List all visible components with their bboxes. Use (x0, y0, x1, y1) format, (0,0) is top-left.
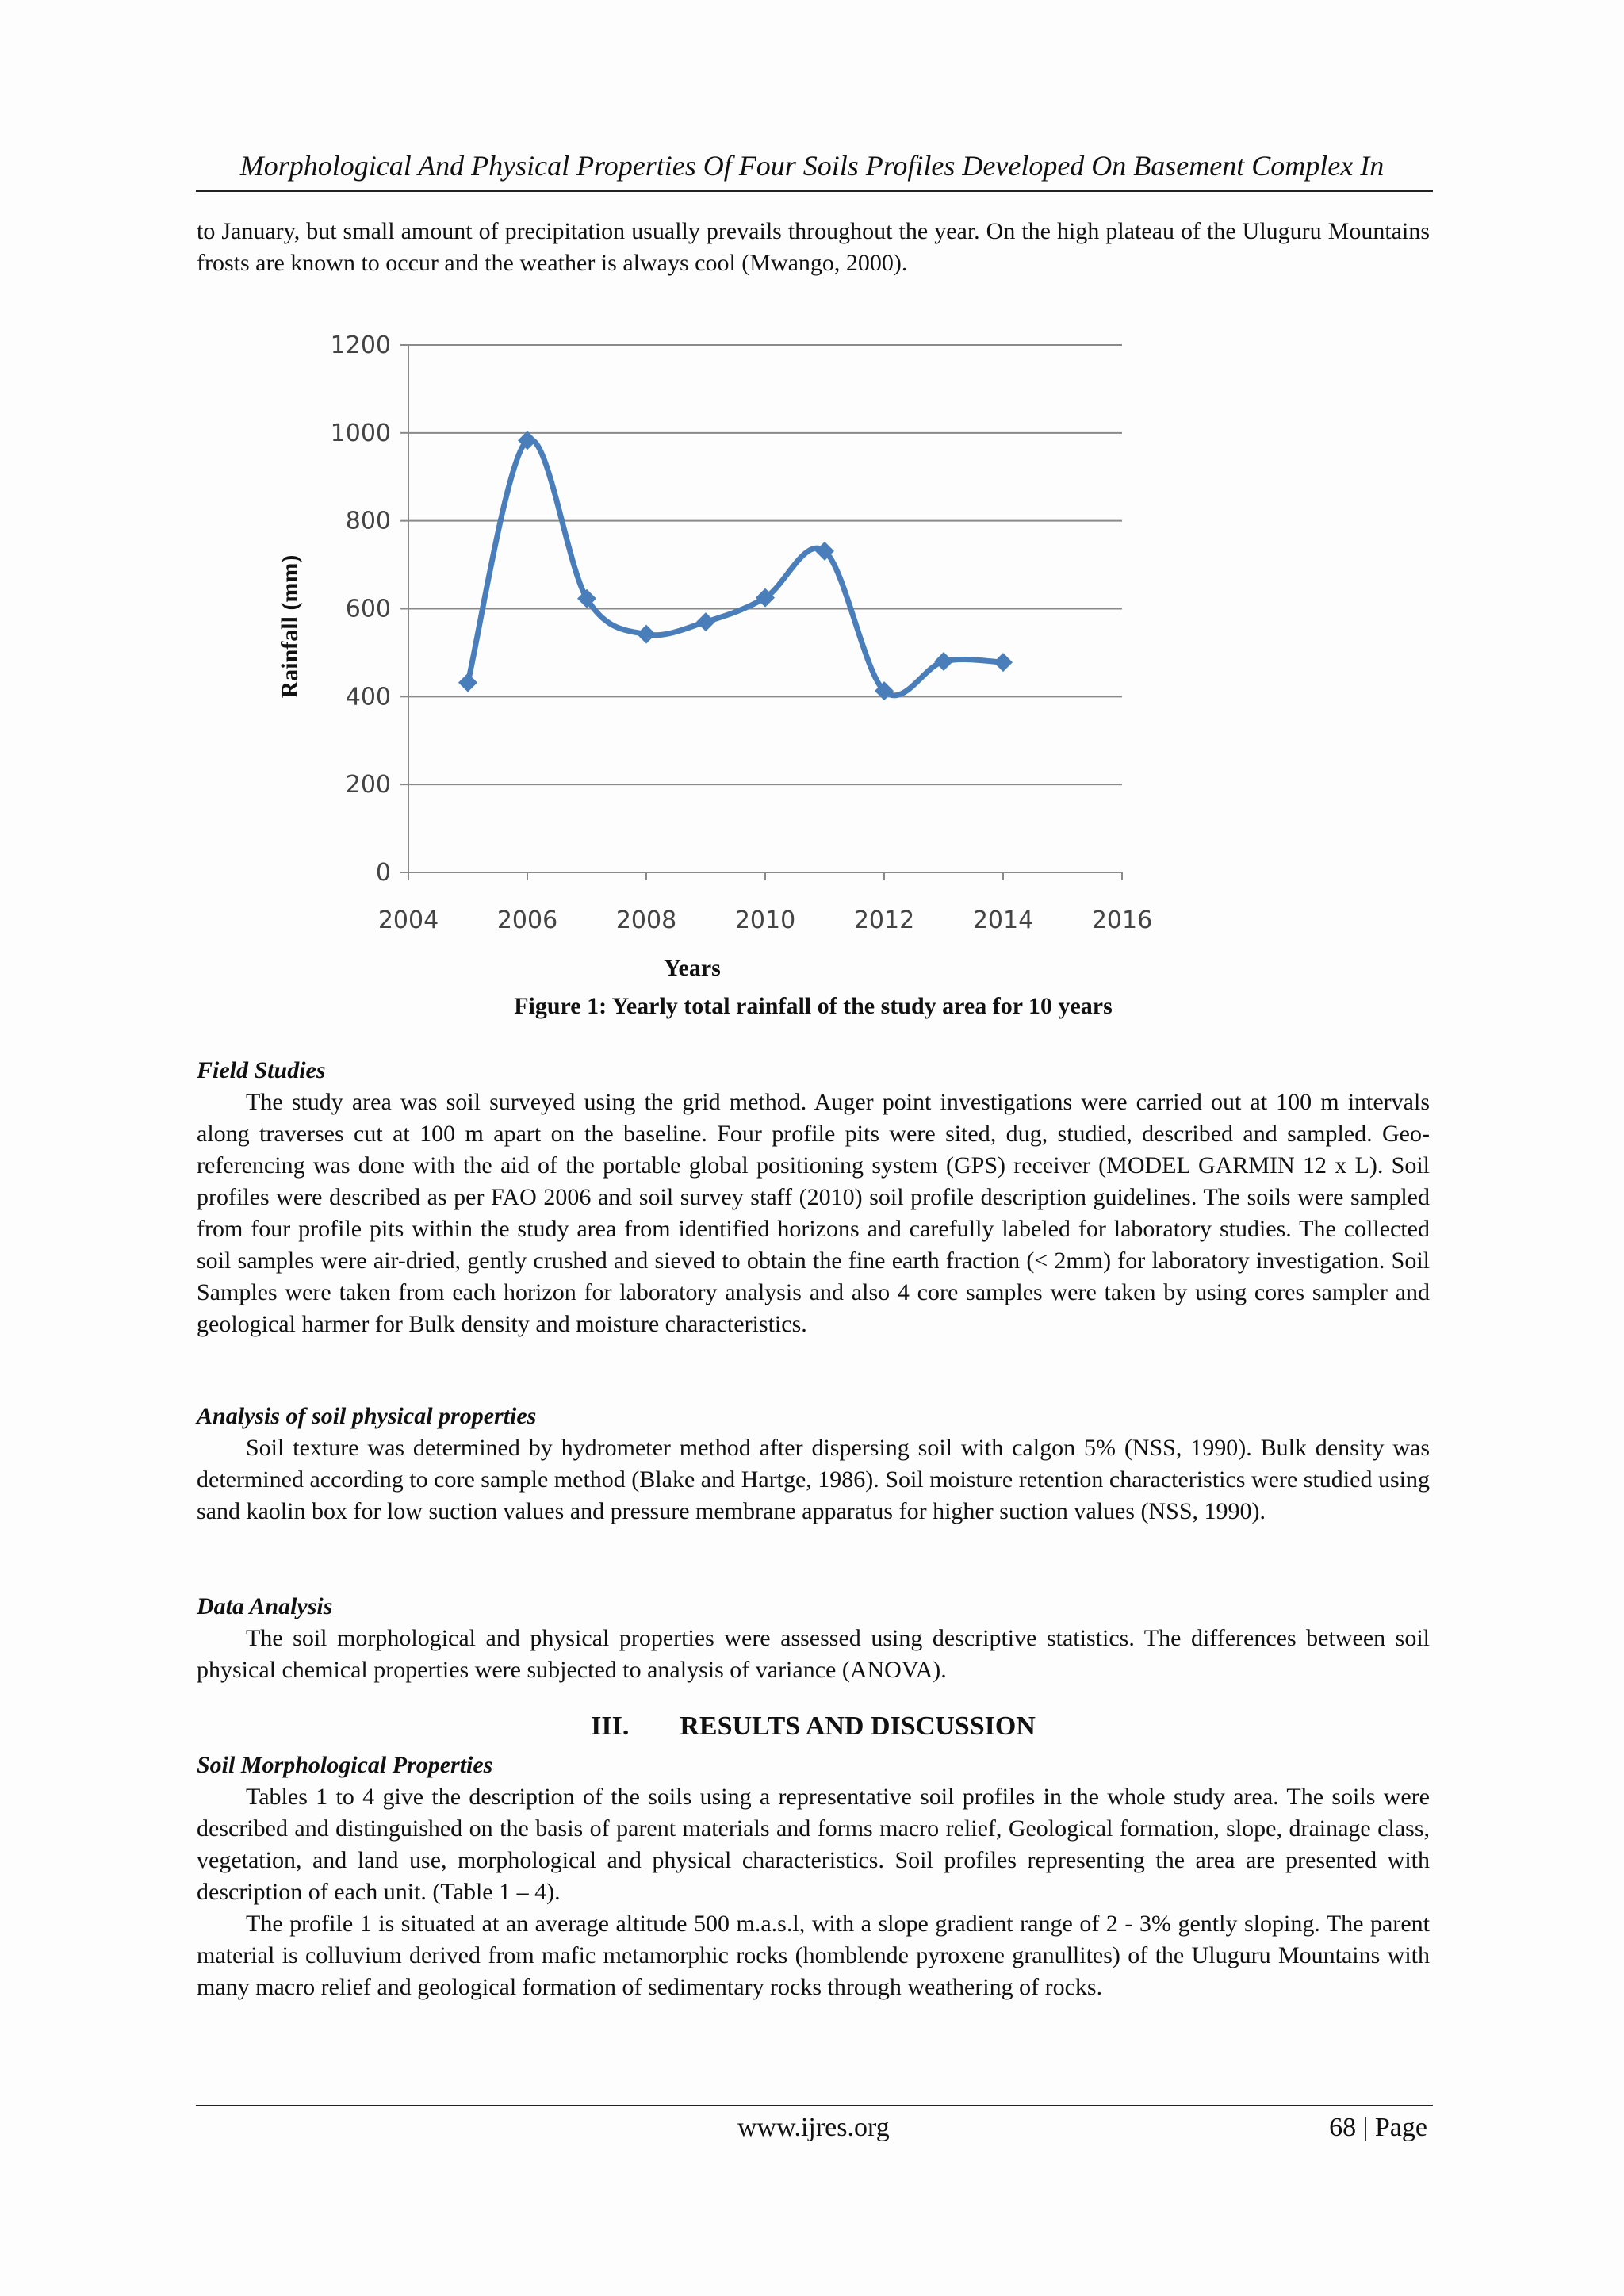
chart-axes (400, 345, 1122, 880)
rainfall-point-2009 (696, 612, 715, 631)
footer-rule (196, 2105, 1433, 2106)
field-studies-text: The study area was soil surveyed using the grid method. Auger point investigations were carried out at 100 m intervals along traverses cut at 100 m apart on the baseline. Four profile pits were sited, dug, studied, described and sampled. Geo-referencing was done with the aid of the portable global positioning system (GPS) receiver (MODEL GARMIN 12 x L). Soil profiles were described as per FAO 2006 and soil survey staff (2010) soil profile description guidelines. The soils were sampled from four profile pits within the study area from identified horizons and carefully labeled for laboratory studies. The collected soil samples were air-dried, gently crushed and sieved to obtain the fine earth fraction (< 2mm) for laboratory investigation. Soil Samples were taken from each horizon for laboratory analysis and also 4 core samples were taken by using cores sampler and geological harmer for Bulk density and moisture characteristics. (197, 1089, 1430, 1337)
x-tick-label: 2012 (853, 907, 915, 934)
y-axis-title: Rainfall (mm) (277, 554, 303, 699)
footer-url: www.ijres.org (737, 2113, 890, 2142)
chart-grid (408, 345, 1122, 784)
results-heading-title: RESULTS AND DISCUSSION (680, 1711, 1036, 1741)
x-tick-labels (378, 907, 1152, 934)
analysis-text: Soil texture was determined by hydrometer method after dispersing soil with calgon 5% (NSS, 1990). Bulk density was determined according to core sample method (Blake and Hartge, 1986). Soil moisture retention characteristics were studied using sand kaolin box for low suction values and pressure membrane apparatus for higher suction values (NSS, 1990). (197, 1435, 1430, 1524)
rainfall-point-2013 (934, 652, 953, 671)
x-tick-label: 2008 (615, 907, 677, 934)
y-tick-label: 200 (345, 771, 391, 799)
running-header: Morphological And Physical Properties Of Four Soils Profiles Developed On Basement Complex In (239, 150, 1385, 182)
footer-page-number: 68 | Page (1329, 2113, 1427, 2142)
rainfall-line (468, 439, 1003, 696)
intro-text: to January, but small amount of precipitation usually prevails throughout the year. On the high plateau of the Uluguru Mountains frosts are known to occur and the weather is always cool (Mwango, 2000). (197, 218, 1430, 276)
y-tick-label: 400 (345, 683, 391, 711)
results-paragraph-1: Tables 1 to 4 give the description of the soils using a representative soil profiles in the whole study area. The soils were described and distinguished on the basis of parent materials and forms macro relief, Geological formation, slope, drainage class, vegetation, and land use, morphological and physical characteristics. Soil profiles representing the area are presented with description of each unit. (Table 1 – 4). (197, 1784, 1430, 1905)
y-tick-label: 0 (375, 859, 391, 887)
results-heading-number: III. (591, 1711, 630, 1741)
header-rule (196, 190, 1433, 192)
rainfall-chart (270, 317, 1182, 991)
x-tick-label: 2014 (972, 907, 1034, 934)
y-tick-label: 1000 (330, 419, 391, 447)
rainfall-point-2014 (994, 653, 1013, 672)
x-tick-label: 2010 (734, 907, 796, 934)
rainfall-point-2005 (458, 673, 477, 692)
rainfall-series (458, 431, 1013, 700)
results-paragraph-2: The profile 1 is situated at an average altitude 500 m.a.s.l, with a slope gradient range of 2 - 3% gently sloping. The parent material is colluvium derived from mafic metamorphic rocks (homblende pyroxene granullites) of the Uluguru Mountains with many macro relief and geological formation of sedimentary rocks through weathering of rocks. (197, 1911, 1430, 2000)
y-tick-label: 600 (345, 595, 391, 623)
y-tick-label: 800 (345, 507, 391, 535)
field-studies-section (197, 1055, 1430, 1340)
y-tick-label: 1200 (330, 332, 391, 359)
x-axis-title: Years (664, 955, 721, 981)
results-heading (197, 1711, 1430, 1742)
analysis-section (197, 1401, 1430, 1527)
data-analysis-text: The soil morphological and physical properties were assessed using descriptive statistics. The differences between soil physical chemical properties were subjected to analysis of variance (ANOVA). (197, 1625, 1430, 1683)
soil-morphology-heading: Soil Morphological Properties (197, 1752, 493, 1778)
x-tick-label: 2016 (1091, 907, 1153, 934)
analysis-heading: Analysis of soil physical properties (197, 1403, 537, 1429)
x-tick-label: 2006 (496, 907, 558, 934)
data-analysis-heading: Data Analysis (197, 1593, 333, 1619)
figure-caption: Figure 1: Yearly total rainfall of the study area for 10 years (514, 993, 1113, 1019)
y-tick-labels (331, 332, 391, 887)
data-analysis-section (197, 1591, 1430, 1686)
results-section (197, 1750, 1430, 2003)
rainfall-point-2008 (637, 625, 656, 644)
field-studies-heading: Field Studies (197, 1057, 326, 1083)
intro-paragraph (197, 216, 1430, 279)
x-tick-label: 2004 (377, 907, 439, 934)
